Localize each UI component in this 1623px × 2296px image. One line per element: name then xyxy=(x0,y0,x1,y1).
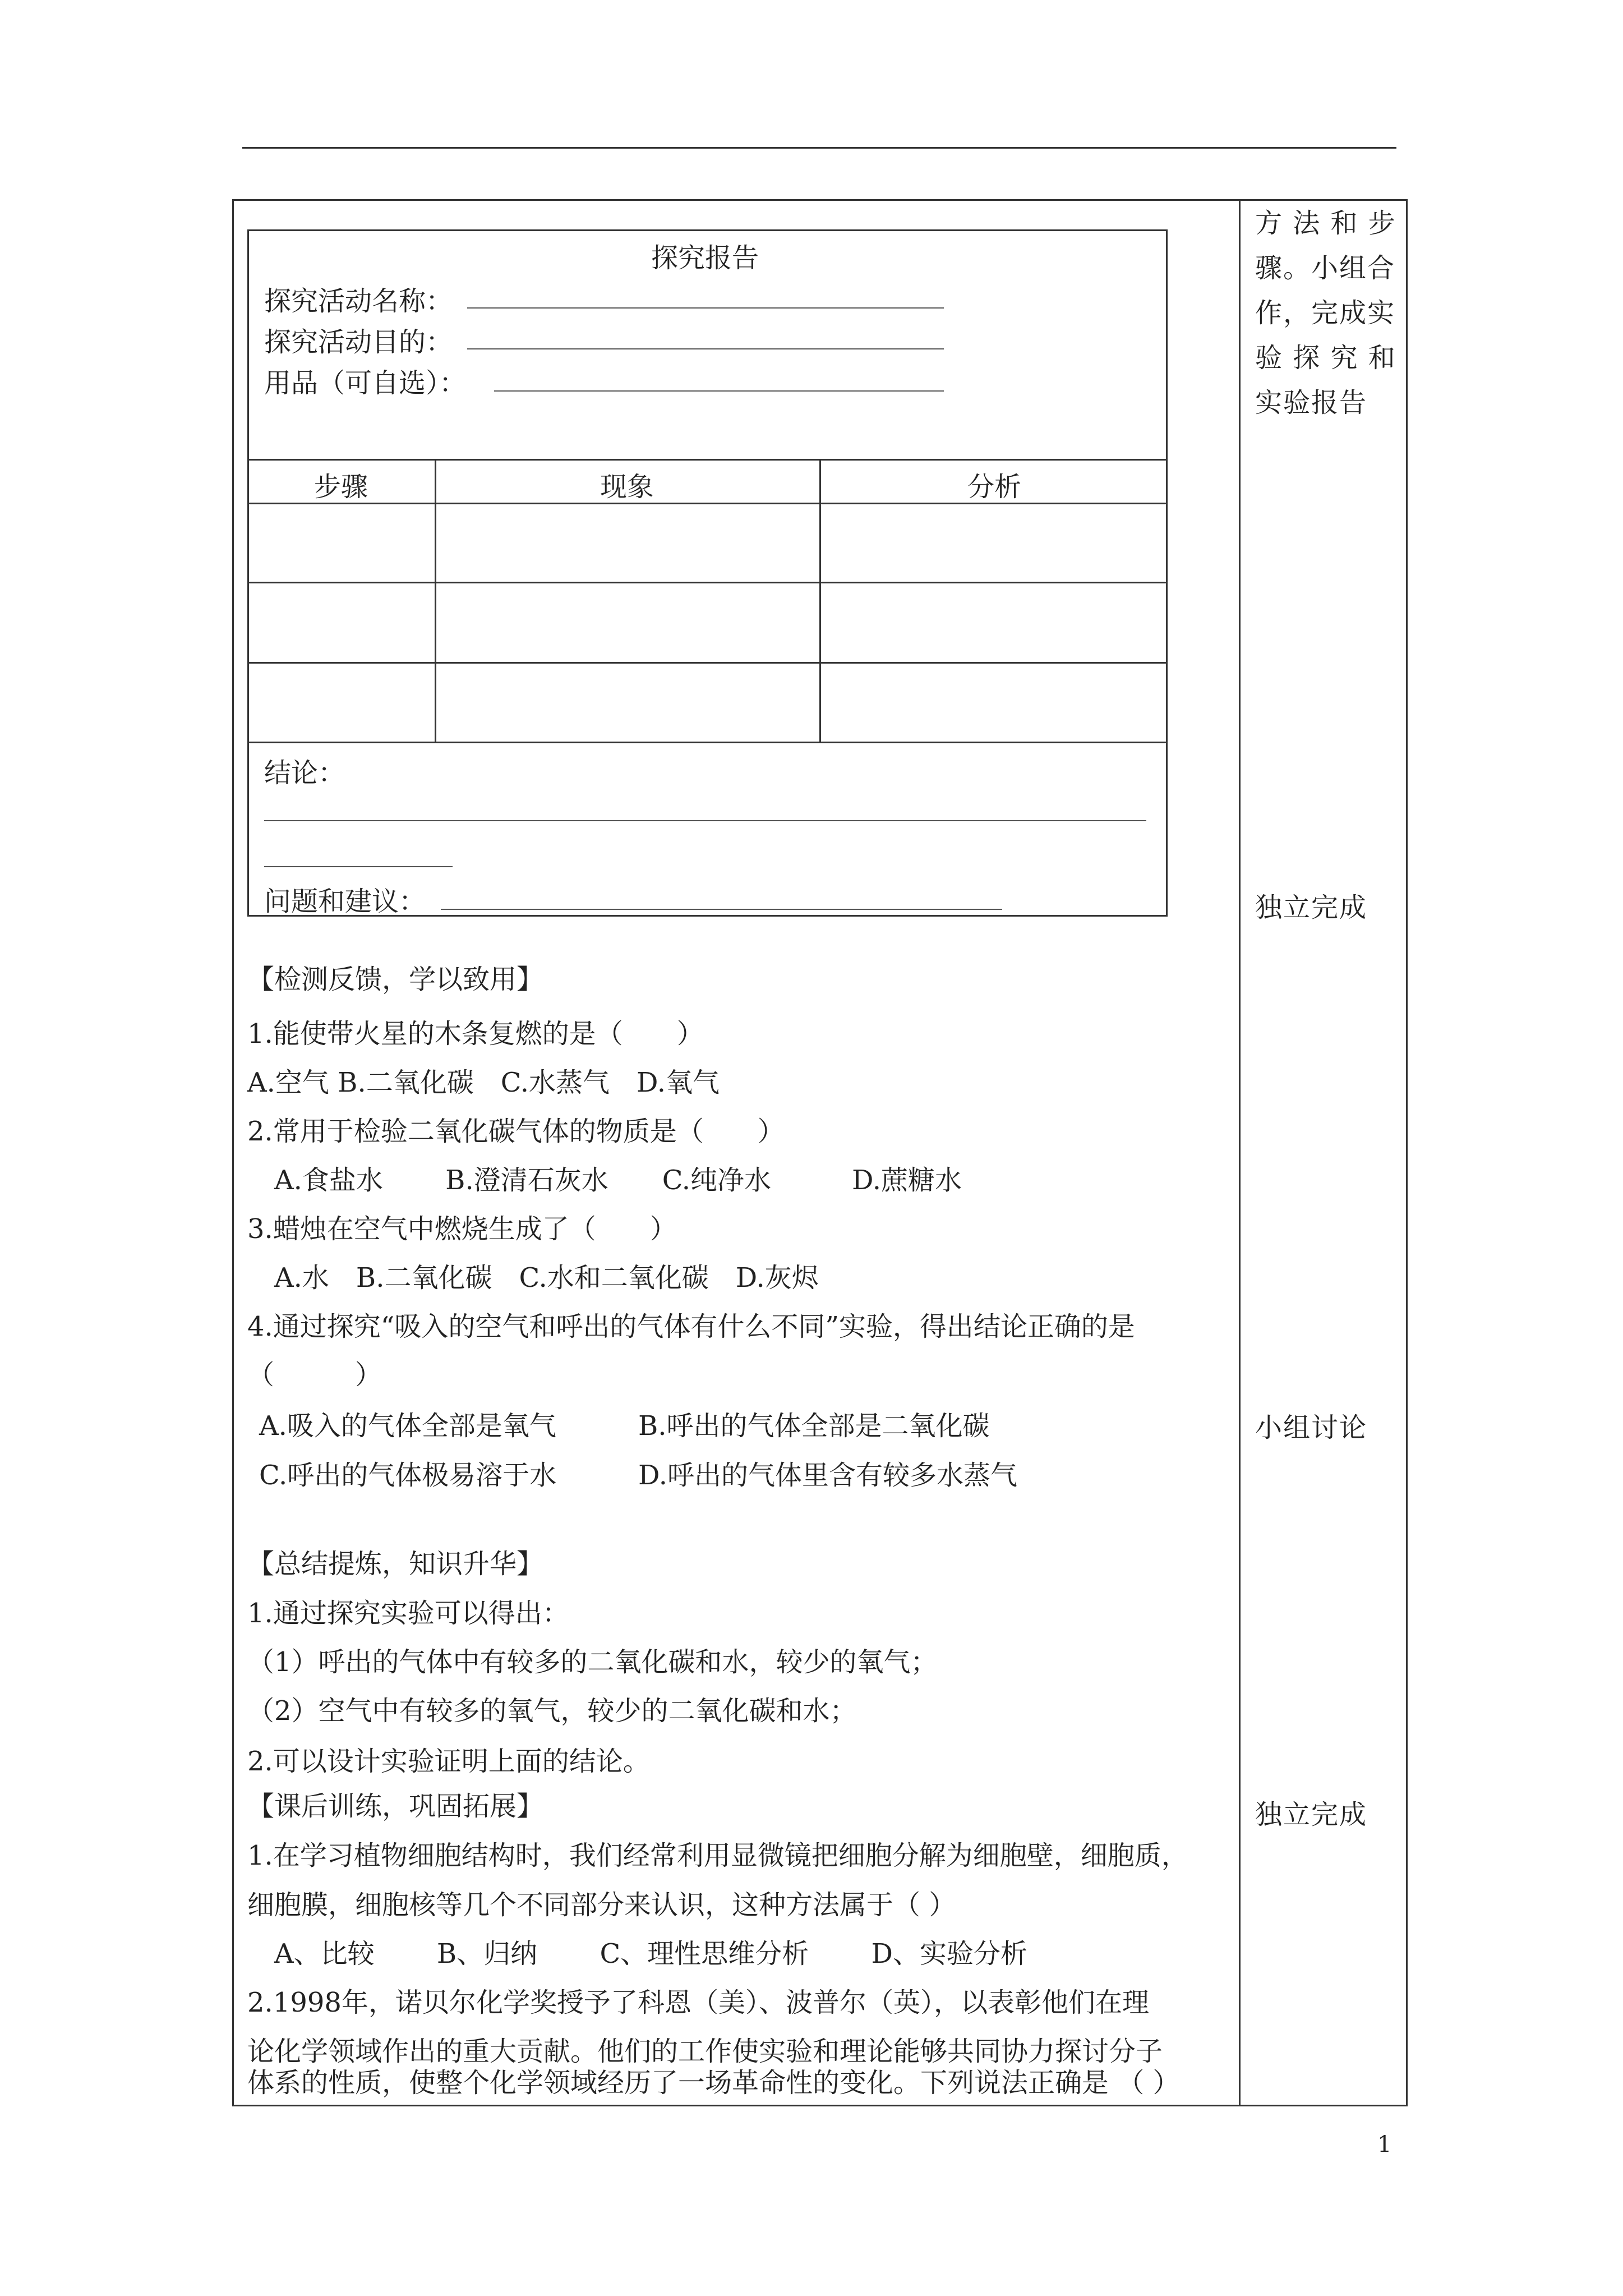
table-row-border xyxy=(247,582,1168,583)
side-note-line: 实验报告 xyxy=(1255,387,1368,418)
table-col-border xyxy=(435,459,436,743)
suggestion-blank xyxy=(441,909,1002,910)
homework-q1-line-2: 细胞膜，细胞核等几个不同部分来认识，这种方法属于（ ） xyxy=(247,1889,956,1921)
table-top-border xyxy=(247,459,1168,461)
summary-line-1: 1.通过探究实验可以得出： xyxy=(247,1598,569,1629)
feedback-q4-option-a: A.吸入的气体全部是氧气 xyxy=(259,1410,556,1442)
homework-heading: 【课后训练，巩固拓展】 xyxy=(247,1791,544,1822)
column-divider xyxy=(1239,199,1241,2106)
activity-purpose-label: 探究活动目的： xyxy=(264,326,453,358)
homework-q2-line-3: 体系的性质，使整个化学领域经历了一场革命性的变化。下列说法正确是 （ ） xyxy=(247,2067,1180,2099)
table-row-border xyxy=(247,662,1168,664)
feedback-q4-option-d: D.呼出的气体里含有较多水蒸气 xyxy=(638,1460,1018,1491)
table-header-analysis: 分析 xyxy=(967,471,1022,503)
homework-q2-line-2: 论化学领域作出的重大贡献。他们的工作使实验和理论能够共同协力探讨分子 xyxy=(247,2036,1163,2067)
items-label: 用品（可自选）： xyxy=(264,367,467,399)
summary-line-4: 2.可以设计实验证明上面的结论。 xyxy=(247,1746,650,1777)
side-note-group: 小组讨论 xyxy=(1255,1412,1368,1443)
suggestion-label: 问题和建议： xyxy=(264,886,426,917)
page-number: 1 xyxy=(1377,2132,1392,2157)
report-title: 探究报告 xyxy=(651,242,759,274)
summary-line-3: （2）空气中有较多的氧气，较少的二氧化碳和水； xyxy=(247,1695,857,1727)
homework-q1-options: A、比较 B、归纳 C、理性思维分析 D、实验分析 xyxy=(274,1938,1027,1970)
table-header-steps: 步骤 xyxy=(314,471,368,503)
table-header-border xyxy=(247,503,1168,504)
feedback-q1-options: A.空气 B.二氧化碳 C.水蒸气 D.氧气 xyxy=(247,1067,720,1098)
conclusion-blank-2 xyxy=(264,866,453,867)
side-note-line: 作，完成实 xyxy=(1255,297,1396,329)
items-blank xyxy=(494,390,944,392)
feedback-q4-option-c: C.呼出的气体极易溶于水 xyxy=(259,1460,557,1491)
side-note-method xyxy=(1255,201,1396,425)
side-note-line: 验 探 究 和 xyxy=(1255,342,1396,374)
homework-q2-line-1: 2.1998年，诺贝尔化学奖授予了科恩（美）、波普尔（英），以表彰他们在理 xyxy=(247,1987,1149,2018)
feedback-q4-option-b: B.呼出的气体全部是二氧化碳 xyxy=(638,1410,990,1442)
side-note-line: 方 法 和 步 xyxy=(1255,208,1396,239)
table-bottom-border xyxy=(247,742,1168,743)
feedback-heading: 【检测反馈，学以致用】 xyxy=(247,964,544,995)
conclusion-blank xyxy=(264,820,1146,821)
table-col-border xyxy=(819,459,821,743)
side-note-independent: 独立完成 xyxy=(1255,892,1368,923)
feedback-q3-options: A.水 B.二氧化碳 C.水和二氧化碳 D.灰烬 xyxy=(274,1262,819,1294)
activity-purpose-blank xyxy=(467,348,944,349)
summary-heading: 【总结提炼，知识升华】 xyxy=(247,1548,544,1580)
side-note-independent-2: 独立完成 xyxy=(1255,1799,1368,1830)
feedback-q4-paren: （ ） xyxy=(247,1359,382,1391)
activity-name-label: 探究活动名称： xyxy=(264,286,453,317)
activity-name-blank xyxy=(467,307,944,309)
feedback-q4: 4.通过探究“吸入的空气和呼出的气体有什么不同”实验，得出结论正确的是 xyxy=(247,1311,1135,1342)
feedback-q2-options: A.食盐水 B.澄清石灰水 C.纯净水 D.蔗糖水 xyxy=(274,1165,962,1196)
feedback-q2: 2.常用于检验二氧化碳气体的物质是（ ） xyxy=(247,1116,785,1147)
header-rule xyxy=(242,147,1396,149)
summary-line-2: （1）呼出的气体中有较多的二氧化碳和水，较少的氧气； xyxy=(247,1646,938,1678)
feedback-q3: 3.蜡烛在空气中燃烧生成了（ ） xyxy=(247,1213,677,1245)
feedback-q1: 1.能使带火星的木条复燃的是（ ） xyxy=(247,1018,704,1050)
side-note-line: 骤。小组合 xyxy=(1255,252,1396,284)
homework-q1-line-1: 1.在学习植物细胞结构时，我们经常利用显微镜把细胞分解为细胞壁，细胞质， xyxy=(247,1840,1188,1871)
conclusion-label: 结论： xyxy=(264,757,345,789)
table-header-phenomenon: 现象 xyxy=(600,471,654,503)
